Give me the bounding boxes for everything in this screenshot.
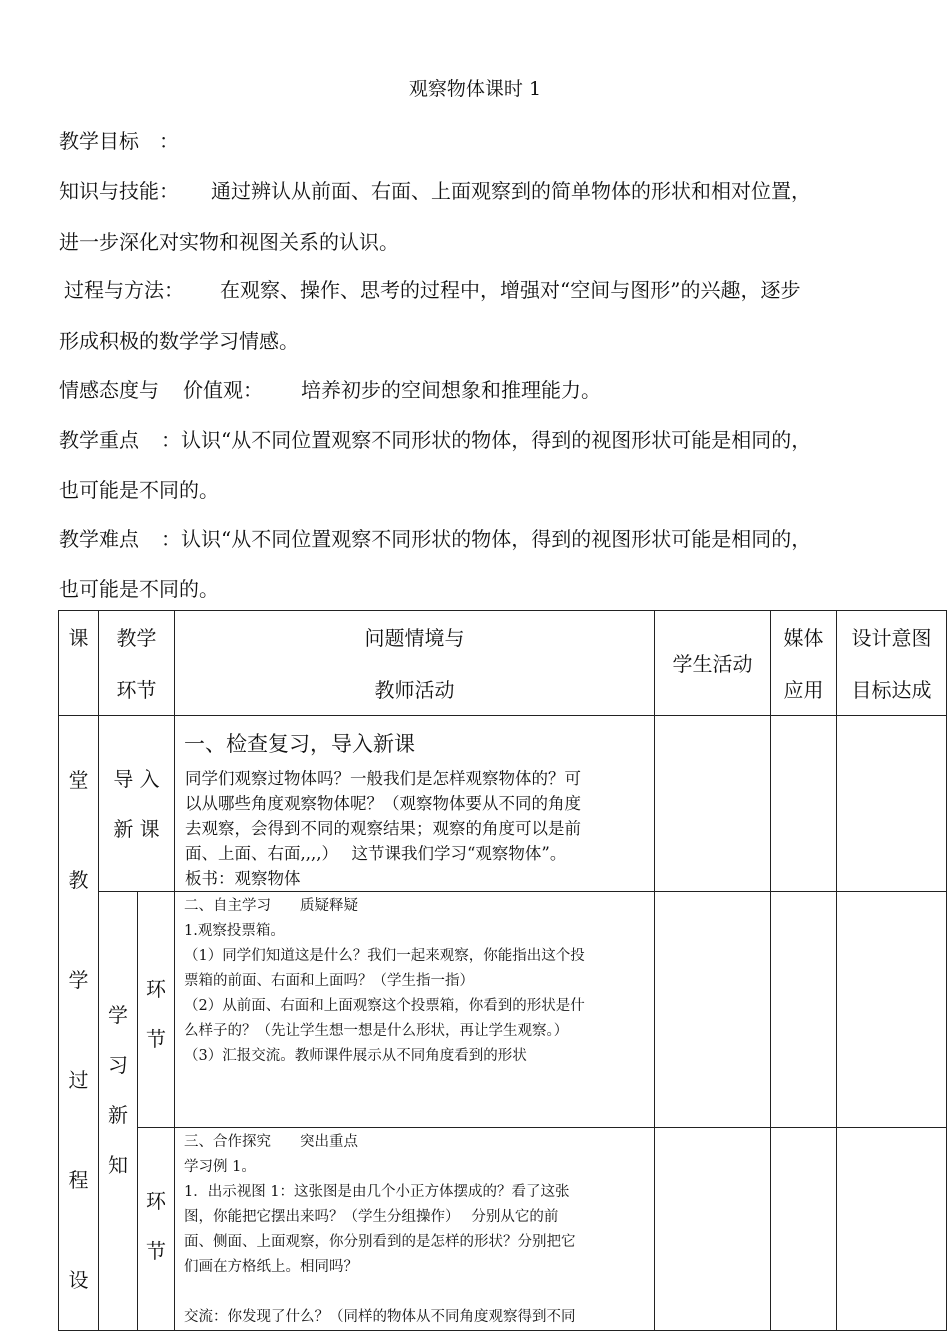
header-media-2: 应用 (783, 678, 824, 702)
substage-char: 节 (146, 1239, 166, 1263)
self-study-line: （2）从前面、右面和上面观察这个投票箱，你看到的形状是什 (184, 998, 585, 1014)
process-text-2: 形成积极的数学学习情感。 (59, 329, 299, 353)
intro-line: 同学们观察过物体吗？一般我们是怎样观察物体的？可 (185, 769, 581, 788)
emotion-label-b: 价值观： (183, 378, 263, 402)
header-student-cell (655, 611, 771, 716)
intro-stage-1: 导 入 (113, 766, 160, 791)
difficult-point-text-2: 也可能是不同的。 (59, 577, 219, 601)
self-study-line: 1.观察投票箱。 (184, 923, 285, 939)
header-stage-2: 环节 (116, 678, 157, 702)
header-context-2: 教师活动 (374, 678, 455, 702)
left-column-char: 程 (68, 1168, 89, 1192)
cooperative-line: 学习例 1。 (184, 1159, 256, 1175)
study-stage-char: 知 (108, 1153, 128, 1177)
intro-line: 去观察，会得到不同的观察结果；观察的角度可以是前 (185, 819, 581, 838)
process-text-1: 在观察、操作、思考的过程中，增强对“空间与图形”的兴趣，逐步 (220, 278, 801, 302)
cooperative-design-cell (837, 1128, 947, 1331)
study-stage-cell (99, 892, 138, 1331)
self-study-design-cell (837, 892, 947, 1128)
self-study-media-cell (771, 892, 837, 1128)
header-media-cell (771, 611, 837, 716)
study-stage-char: 新 (108, 1103, 128, 1127)
left-column-char: 学 (68, 968, 89, 992)
difficult-point-text-1: ：认识“从不同位置观察不同形状的物体，得到的视图形状可能是相同的， (161, 527, 812, 551)
header-design-cell (837, 611, 947, 716)
intro-section-title: 一、检查复习，导入新课 (184, 732, 415, 756)
self-study-line: （1）同学们知道这是什么？我们一起来观察，你能指出这个投 (184, 948, 585, 964)
document-title: 观察物体课时 1 (408, 78, 542, 100)
cooperative-line: 1．出示视图 1：这张图是由几个小正方体摆成的？看了这张 (184, 1184, 570, 1200)
header-design-1: 设计意图 (851, 626, 932, 650)
cooperative-media-cell (771, 1128, 837, 1331)
intro-stage-cell (99, 716, 175, 892)
knowledge-text-2: 进一步深化对实物和视图关系的认识。 (59, 230, 399, 254)
knowledge-text-1: 通过辨认从前面、右面、上面观察到的简单物体的形状和相对位置， (211, 179, 811, 203)
header-design-2: 目标达成 (851, 678, 932, 702)
lesson-plan-table (58, 610, 947, 1331)
intro-stage-2: 新 课 (113, 816, 160, 841)
substage-char: 环 (146, 976, 166, 1001)
objectives-heading-line (59, 125, 179, 154)
key-point-line-1 (59, 424, 811, 453)
intro-media-cell (771, 716, 837, 892)
process-line-1 (64, 274, 800, 303)
difficult-point-line-1 (59, 523, 811, 552)
header-course-cell (59, 611, 99, 716)
difficult-point-label: 教学难点 (59, 527, 139, 551)
header-context-1: 问题情境与 (364, 626, 465, 650)
key-point-text-2: 也可能是不同的。 (59, 478, 219, 502)
emotion-line (59, 374, 601, 403)
substage-char: 节 (146, 1026, 166, 1051)
self-study-line: 二、自主学习 质疑释疑 (184, 898, 358, 914)
header-row (59, 611, 947, 716)
left-column-char: 堂 (68, 768, 89, 792)
self-study-substage-cell (138, 892, 175, 1128)
intro-line: 板书：观察物体 (185, 869, 301, 888)
objectives-heading: 教学目标 (59, 129, 139, 153)
cooperative-line: 图，你能把它摆出来吗？（学生分组操作） 分别从它的前 (184, 1209, 559, 1225)
cooperative-line: 三、合作探究 突出重点 (184, 1134, 358, 1150)
key-point-text-1: ：认识“从不同位置观察不同形状的物体，得到的视图形状可能是相同的， (161, 428, 812, 452)
header-student: 学生活动 (672, 652, 753, 676)
cooperative-content-cell (175, 1128, 655, 1331)
cooperative-student-cell (655, 1128, 771, 1331)
cooperative-line: 面、侧面、上面观察，你分别看到的是怎样的形状？分别把它 (184, 1234, 576, 1250)
emotion-label-a: 情感态度与 (59, 378, 159, 402)
process-label: 过程与方法： (64, 278, 184, 302)
cooperative-substage-cell (138, 1128, 175, 1331)
intro-student-cell (655, 716, 771, 892)
knowledge-label: 知识与技能： (59, 179, 179, 203)
cooperative-blank-line (184, 1280, 646, 1305)
self-study-student-cell (655, 892, 771, 1128)
left-column-char: 过 (68, 1068, 89, 1092)
cooperative-line: 们画在方格纸上。相同吗？ (184, 1259, 358, 1275)
left-column-char: 设 (68, 1268, 89, 1292)
self-study-row (59, 892, 947, 1128)
self-study-line: 么样子的？（先让学生想一想是什么形状，再让学生观察。） (184, 1023, 569, 1039)
course-process-cell (59, 716, 99, 1331)
header-course: 课 (68, 626, 89, 650)
cooperative-line: 交流：你发现了什么？（同样的物体从不同角度观察得到不同 (184, 1309, 576, 1325)
header-stage-1: 教学 (116, 626, 157, 650)
intro-design-cell (837, 716, 947, 892)
header-stage-cell (99, 611, 175, 716)
study-stage-char: 学 (108, 1003, 128, 1027)
substage-char: 环 (146, 1189, 166, 1213)
header-media-1: 媒体 (783, 626, 824, 650)
objectives-colon: ： (159, 129, 179, 153)
key-point-label: 教学重点 (59, 428, 139, 452)
self-study-line: （3）汇报交流。教师课件展示从不同角度看到的形状 (184, 1048, 527, 1064)
cooperative-row (59, 1128, 947, 1331)
emotion-text: 培养初步的空间想象和推理能力。 (301, 378, 601, 402)
self-study-line: 票箱的前面、右面和上面吗？（学生指一指） (184, 973, 474, 989)
intro-content-cell (175, 716, 655, 892)
left-column-char: 教 (68, 868, 89, 892)
intro-row (59, 716, 947, 892)
header-context-cell (175, 611, 655, 716)
knowledge-line-1 (59, 175, 811, 204)
intro-line: 面、上面、右面,,,,） 这节课我们学习“观察物体”。 (185, 844, 567, 863)
self-study-content-cell (175, 892, 655, 1128)
study-stage-char: 习 (108, 1053, 128, 1077)
intro-line: 以从哪些角度观察物体呢？（观察物体要从不同的角度 (185, 794, 581, 813)
